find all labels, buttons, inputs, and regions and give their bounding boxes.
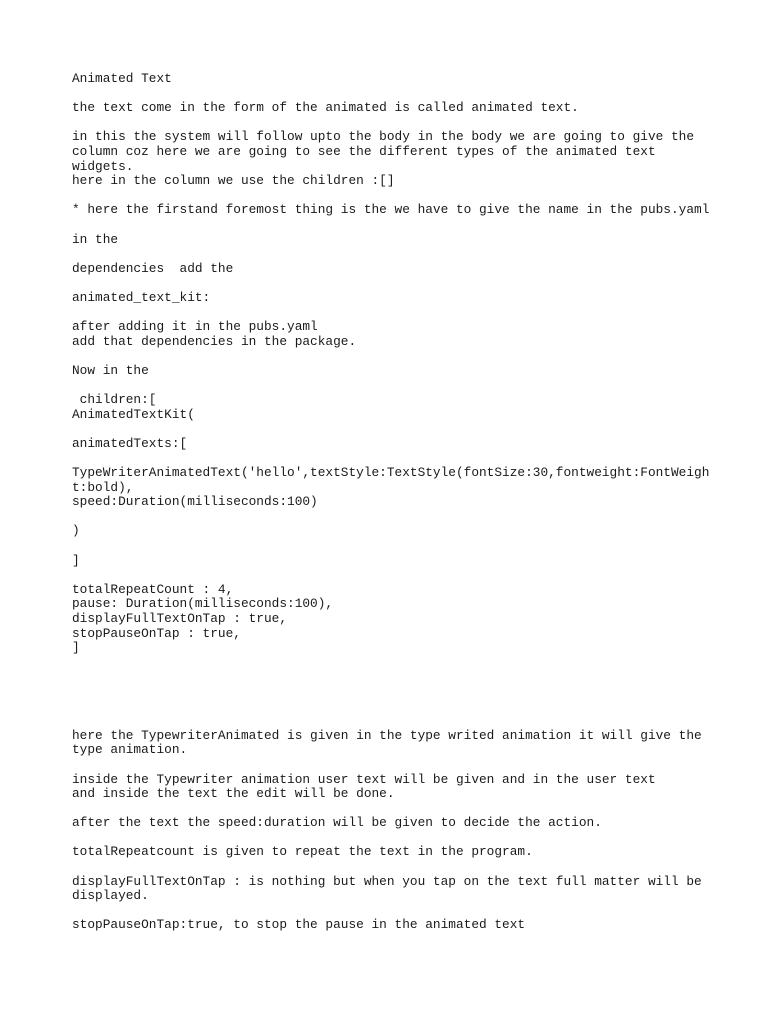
text-line: stopPauseOnTap : true, <box>72 625 241 641</box>
text-line: the text come in the form of the animated is called animated text. <box>72 100 579 116</box>
text-line: column coz here we are going to see the different types of the animated text <box>72 143 656 159</box>
paragraph-spacing <box>72 218 702 233</box>
paragraph-spacing <box>72 189 702 204</box>
text-line: TypeWriterAnimatedText('hello',textStyle:TextStyle(fontSize:30,fontweight:FontWeigh <box>72 465 710 481</box>
paragraph-spacing <box>72 758 702 773</box>
paragraph <box>72 918 702 933</box>
paragraph-spacing <box>72 247 702 262</box>
text-line: AnimatedTextKit( <box>72 406 195 422</box>
paragraph <box>72 729 702 758</box>
text-line: here the TypewriterAnimated is given in the type writed animation it will give the <box>72 727 702 743</box>
document-page <box>72 71 710 933</box>
text-line: t:bold), <box>72 479 134 495</box>
paragraph-spacing <box>72 306 702 321</box>
paragraph-spacing <box>72 378 702 393</box>
paragraph <box>72 524 702 539</box>
text-line: type animation. <box>72 742 188 758</box>
text-line: displayed. <box>72 888 149 904</box>
text-line: in this the system will follow upto the body in the body we are going to give the <box>72 129 695 145</box>
paragraph <box>72 72 702 87</box>
text-line: * here the firstand foremost thing is the we have to give the name in the pubs.yaml <box>72 202 710 218</box>
paragraph <box>72 437 702 452</box>
paragraph <box>72 554 702 569</box>
paragraph-spacing <box>72 831 702 846</box>
paragraph-spacing <box>72 568 702 583</box>
paragraph-spacing <box>72 539 702 554</box>
paragraph <box>72 393 702 422</box>
text-line: displayFullTextOnTap : true, <box>72 610 288 626</box>
text-line: Now in the <box>72 362 149 378</box>
paragraph-spacing <box>72 714 702 729</box>
paragraph-spacing <box>72 510 702 525</box>
text-line: after adding it in the pubs.yaml <box>72 319 318 335</box>
text-line: ] <box>72 640 80 656</box>
text-line: in the <box>72 231 119 247</box>
text-line: stopPauseOnTap:true, to stop the pause in the animated text <box>72 917 526 933</box>
text-line: add that dependencies in the package. <box>72 333 357 349</box>
text-line: inside the Typewriter animation user text will be given and in the user text <box>72 771 656 787</box>
paragraph-spacing <box>72 860 702 875</box>
paragraph <box>72 233 702 248</box>
text-line: displayFullTextOnTap : is nothing but when you tap on the text full matter will be <box>72 873 702 889</box>
paragraph-spacing <box>72 904 702 919</box>
paragraph <box>72 202 710 218</box>
text-line: here in the column we use the children :[] <box>72 173 395 189</box>
paragraph-spacing <box>72 87 702 102</box>
paragraph <box>72 262 702 277</box>
text-line: animated_text_kit: <box>72 289 211 305</box>
blank-line <box>72 700 702 715</box>
paragraph-spacing <box>72 116 702 131</box>
paragraph-spacing <box>72 451 702 466</box>
paragraph <box>72 101 702 116</box>
text-line: Animated Text <box>72 71 172 86</box>
paragraph <box>72 291 702 306</box>
text-line: ] <box>72 552 80 568</box>
text-line: ) <box>72 523 80 539</box>
paragraph <box>72 465 710 510</box>
text-line: animatedTexts:[ <box>72 435 188 451</box>
text-line: dependencies add the <box>72 260 234 276</box>
paragraph <box>72 130 702 188</box>
text-line: pause: Duration(milliseconds:100), <box>72 596 334 612</box>
paragraph-spacing <box>72 656 702 671</box>
paragraph-spacing <box>72 422 702 437</box>
paragraph <box>72 320 702 349</box>
paragraph <box>72 364 702 379</box>
paragraph <box>72 670 702 685</box>
blank-line <box>72 670 702 685</box>
paragraph <box>72 816 702 831</box>
paragraph-spacing <box>72 276 702 291</box>
text-line: after the text the speed:duration will be given to decide the action. <box>72 815 602 831</box>
paragraph <box>72 583 702 656</box>
text-line: totalRepeatcount is given to repeat the text in the program. <box>72 844 533 860</box>
text-line: widgets. <box>72 158 134 174</box>
text-line: and inside the text the edit will be done. <box>72 786 395 802</box>
paragraph-spacing <box>72 685 702 700</box>
text-line: speed:Duration(milliseconds:100) <box>72 494 318 510</box>
paragraph-spacing <box>72 802 702 817</box>
paragraph <box>72 700 702 715</box>
paragraph <box>72 845 702 860</box>
text-line: totalRepeatCount : 4, <box>72 581 234 597</box>
paragraph <box>72 875 702 904</box>
paragraph <box>72 773 702 802</box>
text-line: children:[ <box>72 392 157 408</box>
paragraph-spacing <box>72 349 702 364</box>
